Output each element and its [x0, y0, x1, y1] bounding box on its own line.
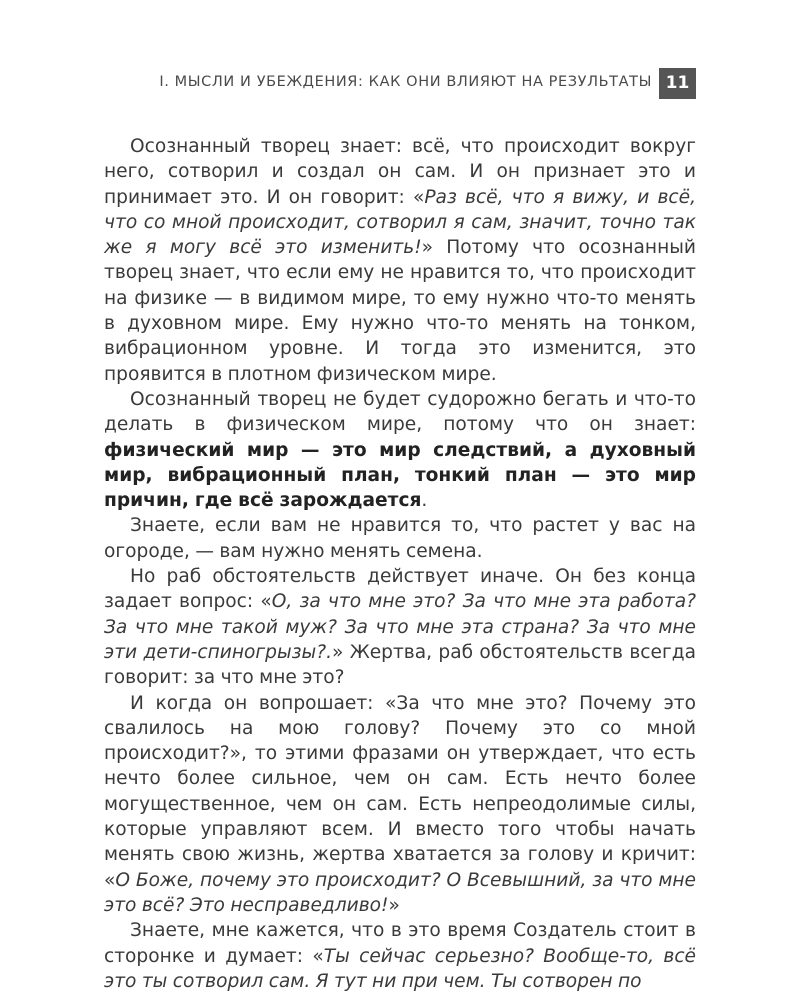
- italic-quote: О Боже, почему это происходит? О Всевышний, за что мне это всё? Это несправедливо!: [104, 869, 696, 916]
- italic-quote: О, за что мне это? За что мне эта работа? За что мне такой муж? За что мне эта страна? За что мне эти дети-спиногрызы?.: [104, 591, 697, 663]
- paragraph: [104, 918, 696, 994]
- text-run: Но раб обстоятельств действует иначе. Он без конца задает вопрос: «: [104, 566, 696, 613]
- text-run: Осознанный творец знает: всё, что происходит вокруг него, сотворил и создал он сам. И он признает это и принимает это. И он говорит: «: [104, 136, 696, 208]
- text-run: Осознанный творец не будет судорожно бегать и что-то делать в физическом мире, потому что он знает:: [104, 388, 696, 436]
- text-run: И когда он вопрошает: «За что мне это? Почему это свалилось на мою голову? Почему это со мной происходит?», то этими фразами он утверждает, что есть нечто более сильное, чем он сам. Есть нечто более могущественное, чем он сам. Есть непреодолимые силы, которые управляют всем. И вместо того чтобы начать менять свою жизнь, жертва хватается за голову и кричит: «: [104, 692, 696, 891]
- paragraph: [104, 564, 696, 690]
- body-text: [104, 134, 696, 994]
- text-run: »: [388, 894, 400, 916]
- paragraph: [104, 387, 696, 513]
- paragraph: [104, 134, 696, 387]
- text-run: » Потому что осознанный творец знает, что если ему не нравится то, что происходит на физике — в видимом мире, то ему нужно что-то менять в духовном мире. Ему нужно что-то менять на тонком, вибрационном уровне. И тогда это изменится, это проявится в плотном физическом мире.: [104, 237, 696, 385]
- running-title: I. МЫСЛИ И УБЕЖДЕНИЯ: КАК ОНИ ВЛИЯЮТ НА РЕЗУЛЬТАТЫ: [159, 74, 652, 90]
- running-head: [104, 68, 696, 100]
- paragraph: [104, 691, 696, 919]
- text-run: » Жертва, раб обстоятельств всегда говорит: за что мне это?: [104, 641, 696, 689]
- paragraph: [104, 513, 696, 564]
- text-run: Знаете, мне кажется, что в это время Создатель стоит в сторонке и думает: «: [104, 920, 696, 967]
- italic-quote: Раз всё, что я вижу, и всё, что со мной происходит, сотворил я сам, значит, точно так же я могу всё это изменить!: [104, 186, 696, 259]
- italic-quote: Ты сейчас серьезно? Вообще-то, всё это ты сотворил сам. Я тут ни при чем. Ты сотворен по: [104, 945, 696, 992]
- text-run: .: [421, 490, 428, 512]
- text-run: Знаете, если вам не нравится то, что растет у вас на огороде, — вам нужно менять семена.: [104, 515, 696, 562]
- page-number: 11: [659, 68, 696, 99]
- bold-emphasis: физический мир — это мир следствий, а духовный мир, вибрационный план, тонкий план — это мир причин, где всё зарождается: [104, 439, 696, 512]
